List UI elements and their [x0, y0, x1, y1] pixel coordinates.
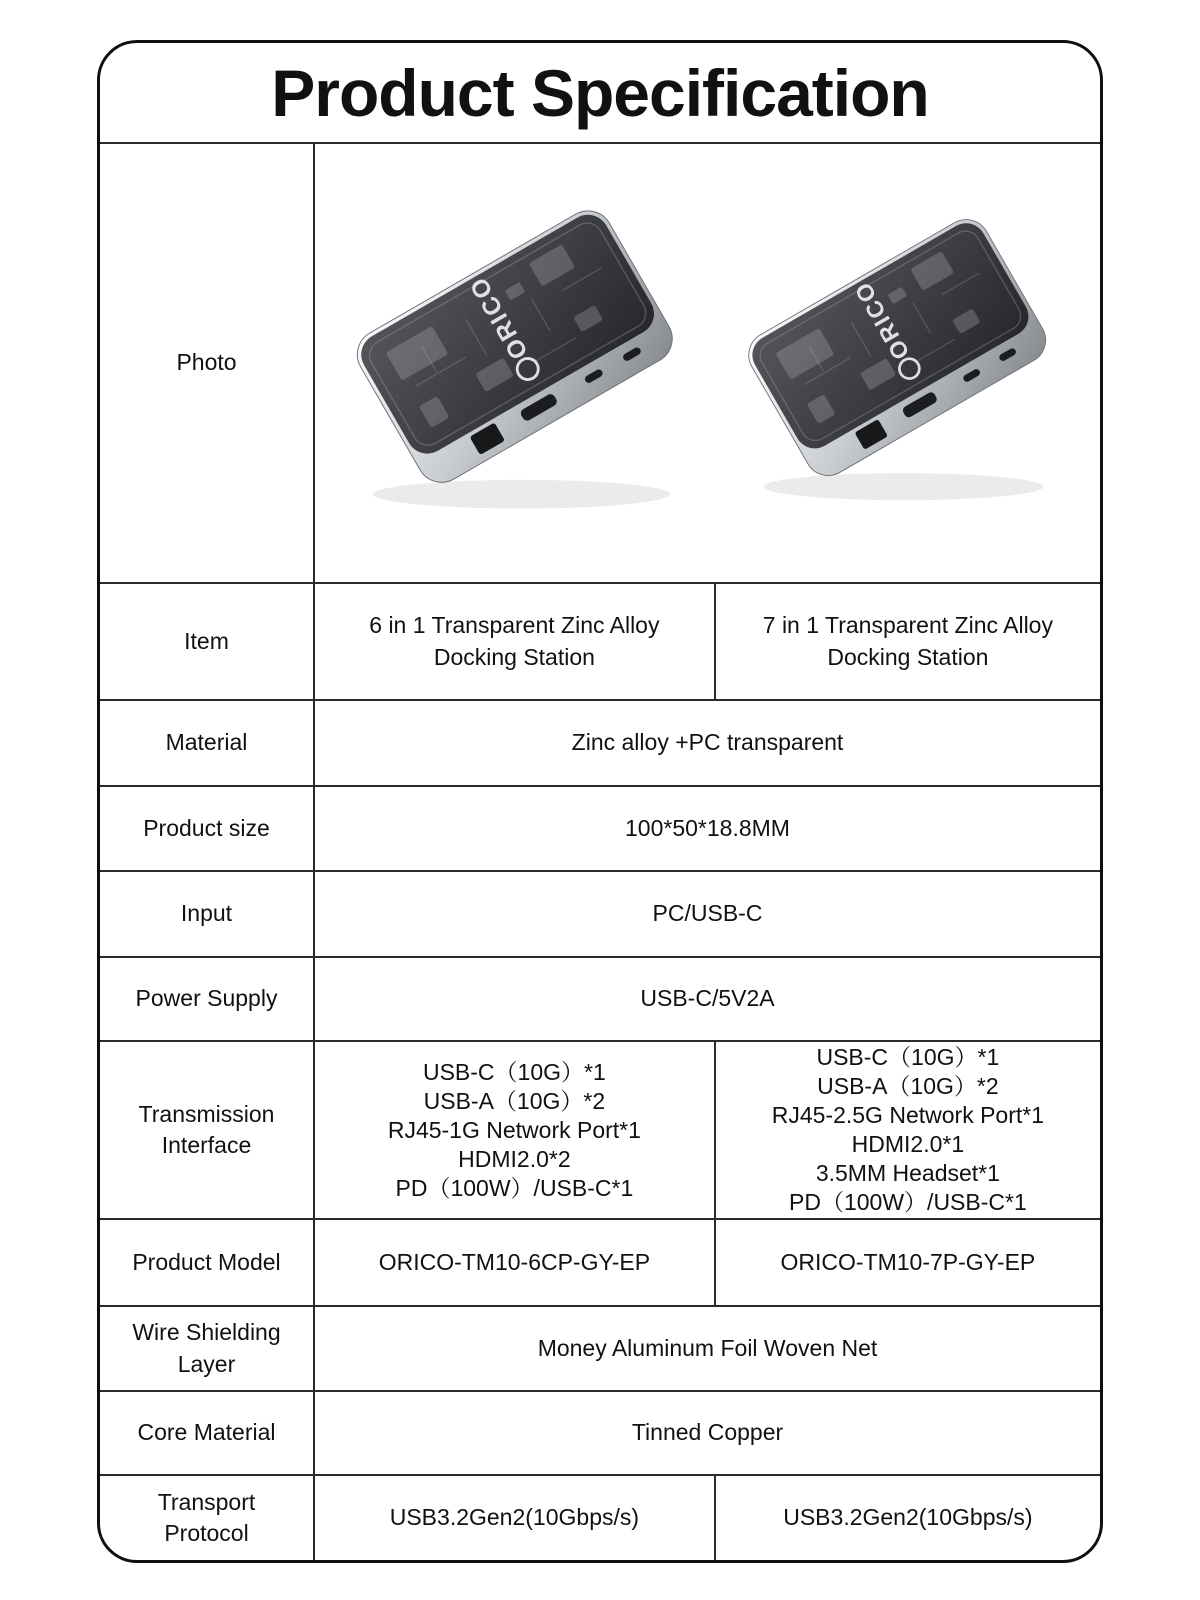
row-label-item: Item — [100, 584, 315, 699]
page-title: Product Specification — [271, 55, 929, 130]
transmission-7in1-line: USB-C（10G）*1 — [816, 1044, 1000, 1070]
spec-row-input — [100, 872, 1100, 958]
item-7in1-cell — [714, 584, 1100, 699]
input-value-cell — [315, 872, 1100, 956]
row-label-core-material: Core Material — [100, 1392, 315, 1474]
spec-row-core-material — [100, 1392, 1100, 1476]
input-value: PC/USB-C — [652, 900, 763, 927]
transmission-6in1-line: RJ45-1G Network Port*1 — [387, 1116, 641, 1143]
photo-cell — [315, 144, 1100, 582]
transmission-6in1-line: USB-C（10G）*1 — [422, 1058, 606, 1085]
product-size-value-cell — [315, 787, 1100, 870]
spec-row-material — [100, 701, 1100, 787]
row-label-transmission-interface: Transmission Interface — [100, 1042, 315, 1218]
wire-shielding-value-cell — [315, 1307, 1100, 1390]
item-6in1-cell — [315, 584, 714, 699]
dock-6in1-illustration — [349, 205, 694, 521]
item-6in1-text: 6 in 1 Transparent Zinc Alloy Docking Station — [369, 612, 660, 670]
power-supply-value-cell — [315, 958, 1100, 1040]
material-value-cell — [315, 701, 1100, 785]
spec-row-item — [100, 584, 1100, 701]
product-size-value: 100*50*18.8MM — [625, 814, 790, 841]
product-model-7in1-cell — [714, 1220, 1100, 1305]
spec-row-product-size — [100, 787, 1100, 872]
row-label-material: Material — [100, 701, 315, 785]
core-material-value: Tinned Copper — [631, 1419, 784, 1446]
product-model-6in1-cell — [315, 1220, 714, 1305]
transmission-6in1-cell — [315, 1042, 714, 1218]
product-photo-right — [741, 214, 1066, 512]
transmission-7in1-line: RJ45-2.5G Network Port*1 — [771, 1102, 1045, 1128]
row-label-input: Input — [100, 872, 315, 956]
product-photo-left — [349, 205, 694, 521]
material-value: Zinc alloy +PC transparent — [571, 729, 844, 756]
spec-row-power-supply — [100, 958, 1100, 1042]
title-row — [100, 43, 1100, 144]
transport-protocol-7in1-cell — [714, 1476, 1100, 1560]
wire-shielding-value: Money Aluminum Foil Woven Net — [537, 1334, 878, 1361]
spec-row-photo — [100, 144, 1100, 584]
transmission-6in1-line: PD（100W）/USB-C*1 — [395, 1174, 634, 1201]
row-label-power-supply: Power Supply — [100, 958, 315, 1040]
spec-row-wire-shielding — [100, 1307, 1100, 1392]
transmission-7in1-line: 3.5MM Headset*1 — [815, 1160, 1000, 1186]
power-supply-value: USB-C/5V2A — [640, 985, 775, 1012]
transport-protocol-6in1-cell — [315, 1476, 714, 1560]
item-7in1-text: 7 in 1 Transparent Zinc Alloy Docking Station — [762, 612, 1053, 670]
row-label-transport-protocol: Transport Protocol — [100, 1476, 315, 1560]
transmission-7in1-line: USB-A（10G）*2 — [817, 1073, 999, 1099]
core-material-value-cell — [315, 1392, 1100, 1474]
transport-protocol-7in1: USB3.2Gen2(10Gbps/s) — [783, 1504, 1033, 1531]
spec-row-transmission-interface — [100, 1042, 1100, 1220]
transmission-6in1-line: USB-A（10G）*2 — [423, 1087, 606, 1114]
row-label-product-model: Product Model — [100, 1220, 315, 1305]
transmission-7in1-cell — [714, 1042, 1100, 1218]
spec-row-transport-protocol — [100, 1476, 1100, 1560]
product-model-7in1: ORICO-TM10-7P-GY-EP — [780, 1248, 1036, 1275]
row-label-wire-shielding: Wire Shielding Layer — [100, 1307, 315, 1390]
row-label-photo: Photo — [100, 144, 315, 582]
transport-protocol-6in1: USB3.2Gen2(10Gbps/s) — [389, 1504, 640, 1531]
transmission-6in1-line: HDMI2.0*2 — [458, 1145, 571, 1172]
transmission-7in1-line: PD（100W）/USB-C*1 — [789, 1189, 1027, 1215]
transmission-7in1-line: HDMI2.0*1 — [851, 1131, 965, 1157]
row-label-product-size: Product size — [100, 787, 315, 870]
spec-sheet — [97, 40, 1103, 1563]
dock-7in1-illustration — [741, 214, 1066, 512]
product-model-6in1: ORICO-TM10-6CP-GY-EP — [378, 1248, 651, 1275]
spec-row-product-model — [100, 1220, 1100, 1307]
